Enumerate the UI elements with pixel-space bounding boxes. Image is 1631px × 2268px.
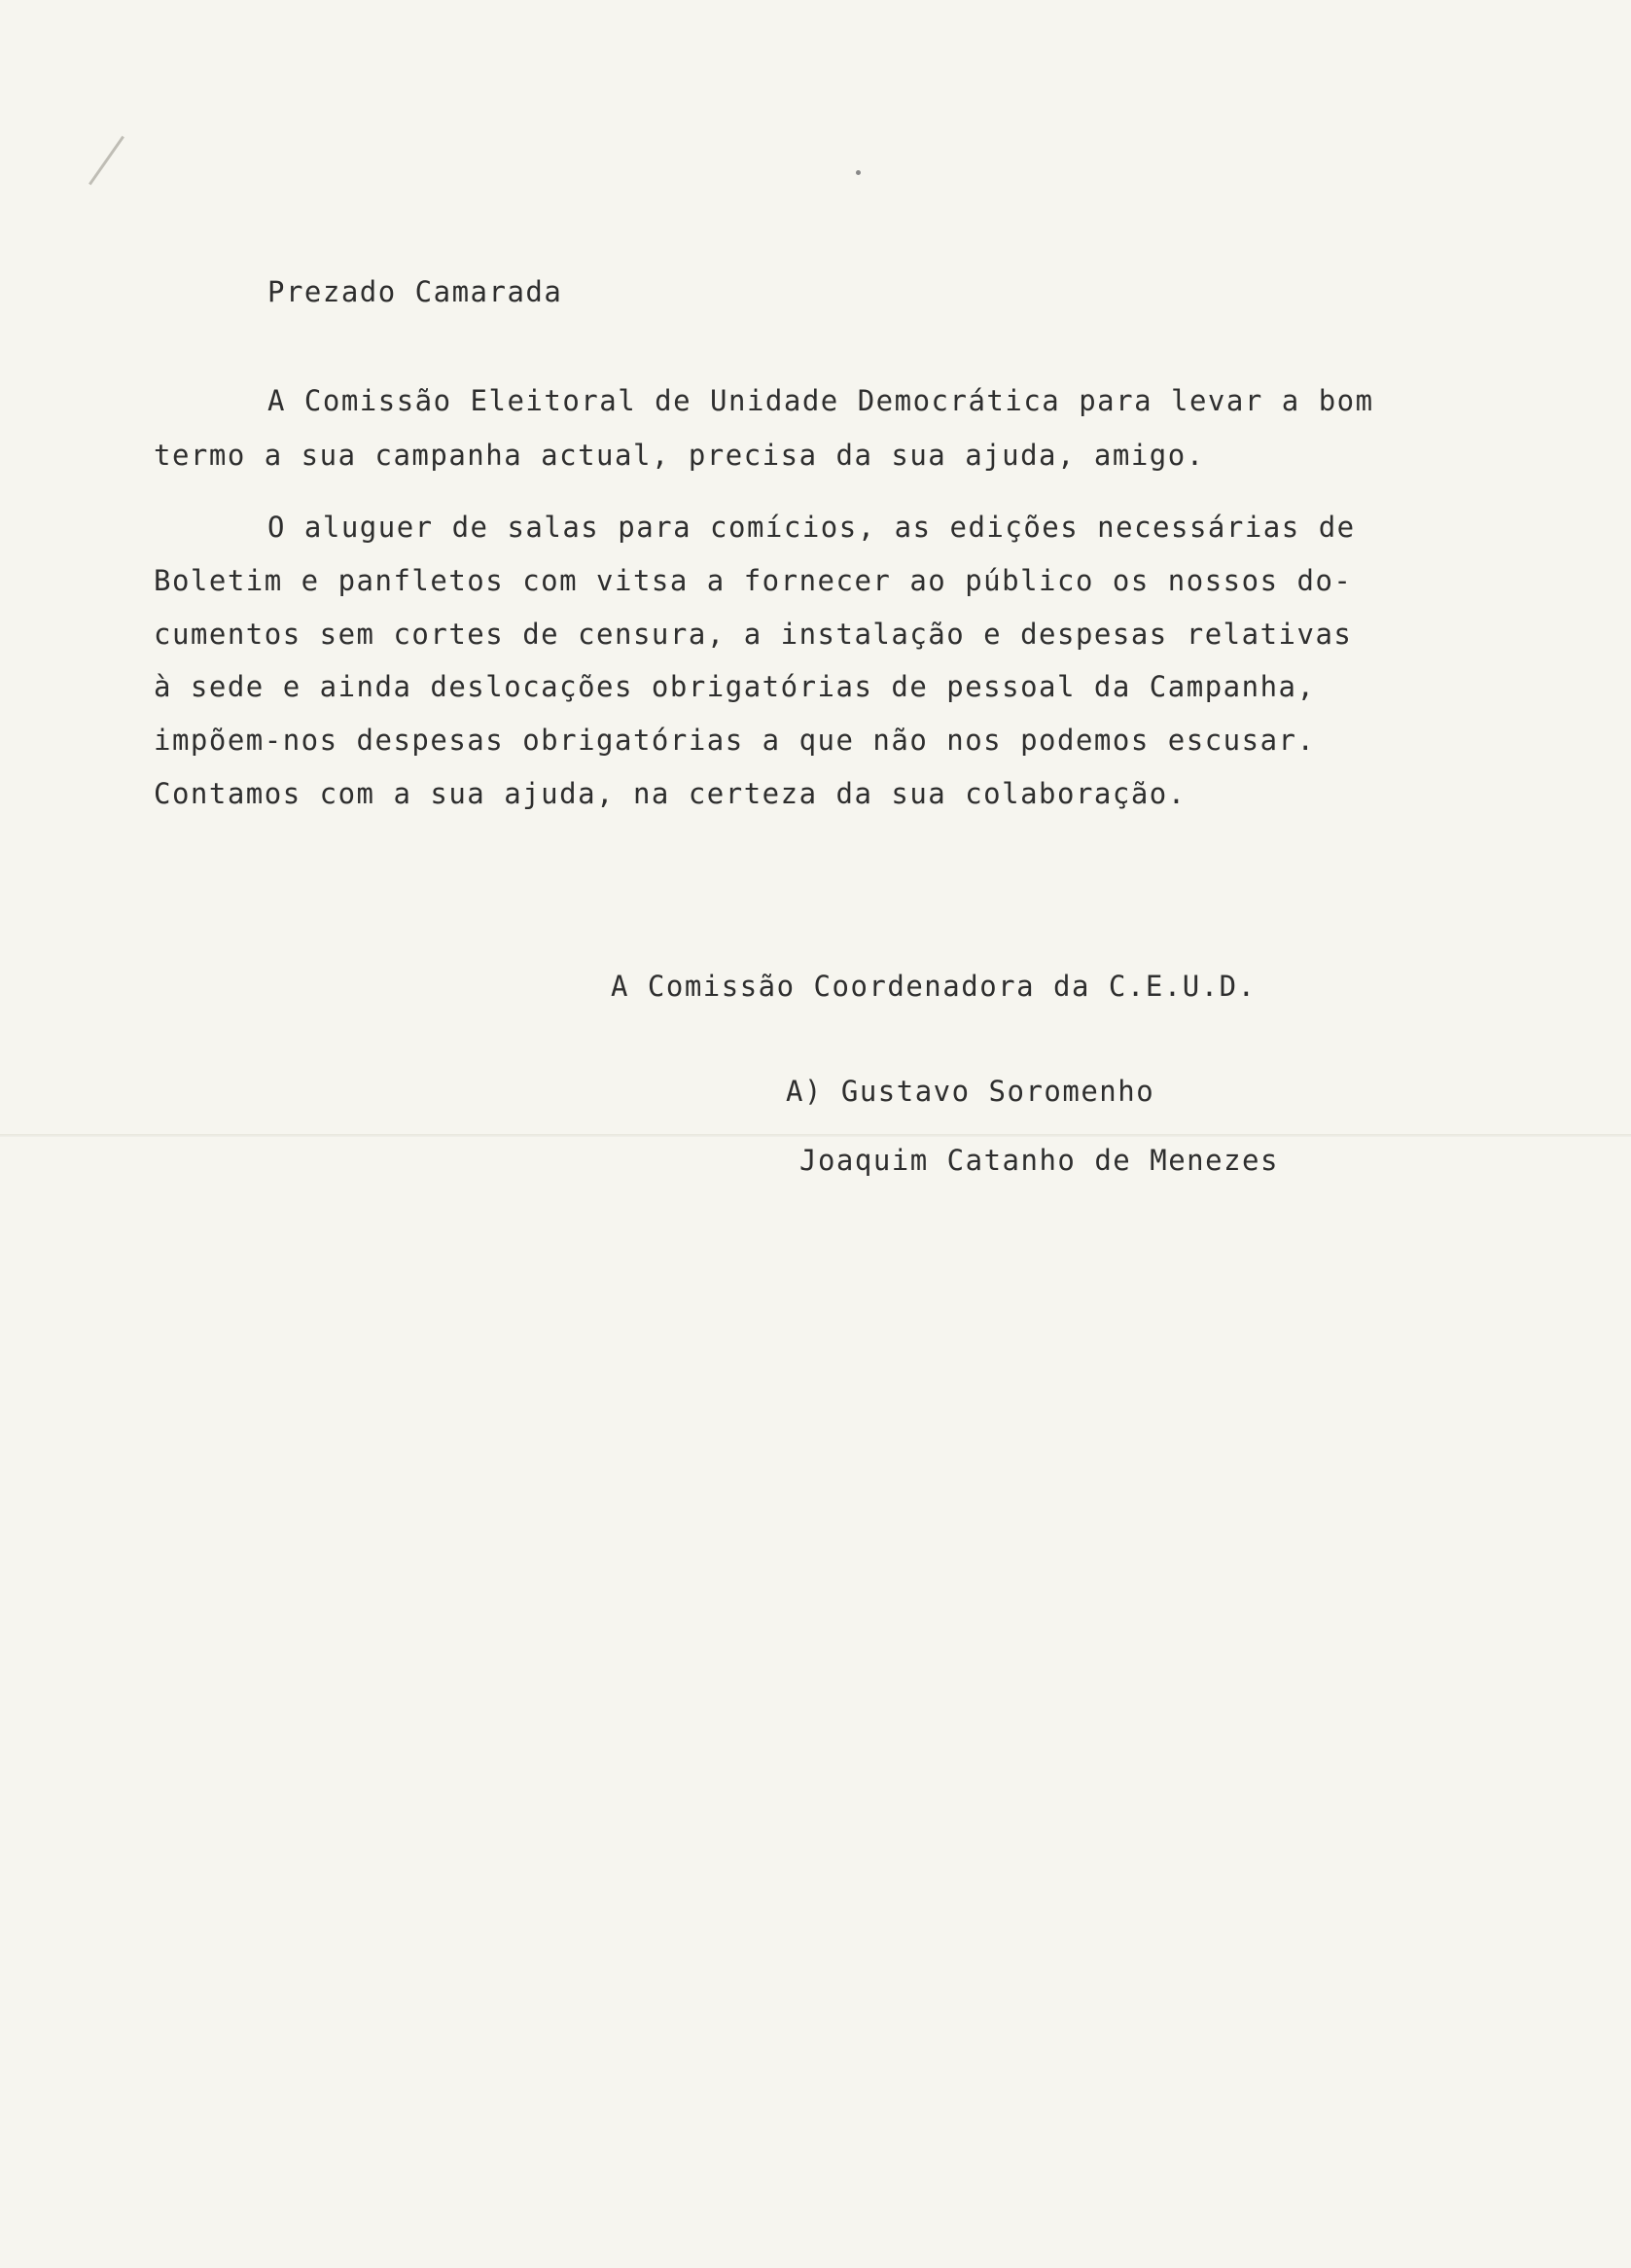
signatory-1: A) Gustavo Soromenho (786, 1075, 1155, 1108)
paragraph-2-line-1: O aluguer de salas para comícios, as edições necessárias de (267, 511, 1356, 544)
pen-mark (89, 136, 124, 186)
paragraph-2-line-5: impõem-nos despesas obrigatórias a que não nos podemos escusar. (154, 724, 1316, 757)
ink-dot (856, 170, 861, 175)
paragraph-1-line-1: A Comissão Eleitoral de Unidade Democrática para levar a bom (267, 384, 1374, 417)
signatory-2: Joaquim Catanho de Menezes (799, 1144, 1279, 1177)
closing: A Comissão Coordenadora da C.E.U.D. (611, 970, 1257, 1003)
greeting: Prezado Camarada (267, 275, 563, 308)
paragraph-2-line-2: Boletim e panfletos com vitsa a fornecer ao público os nossos do- (154, 564, 1353, 597)
paragraph-2-line-3: cumentos sem cortes de censura, a instalação e despesas relativas (154, 618, 1353, 651)
paragraph-1-line-2: termo a sua campanha actual, precisa da sua ajuda, amigo. (154, 439, 1205, 472)
paper-fold (0, 1134, 1631, 1137)
paragraph-2-line-6: Contamos com a sua ajuda, na certeza da sua colaboração. (154, 777, 1187, 810)
paragraph-2-line-4: à sede e ainda deslocações obrigatórias de pessoal da Campanha, (154, 670, 1316, 703)
